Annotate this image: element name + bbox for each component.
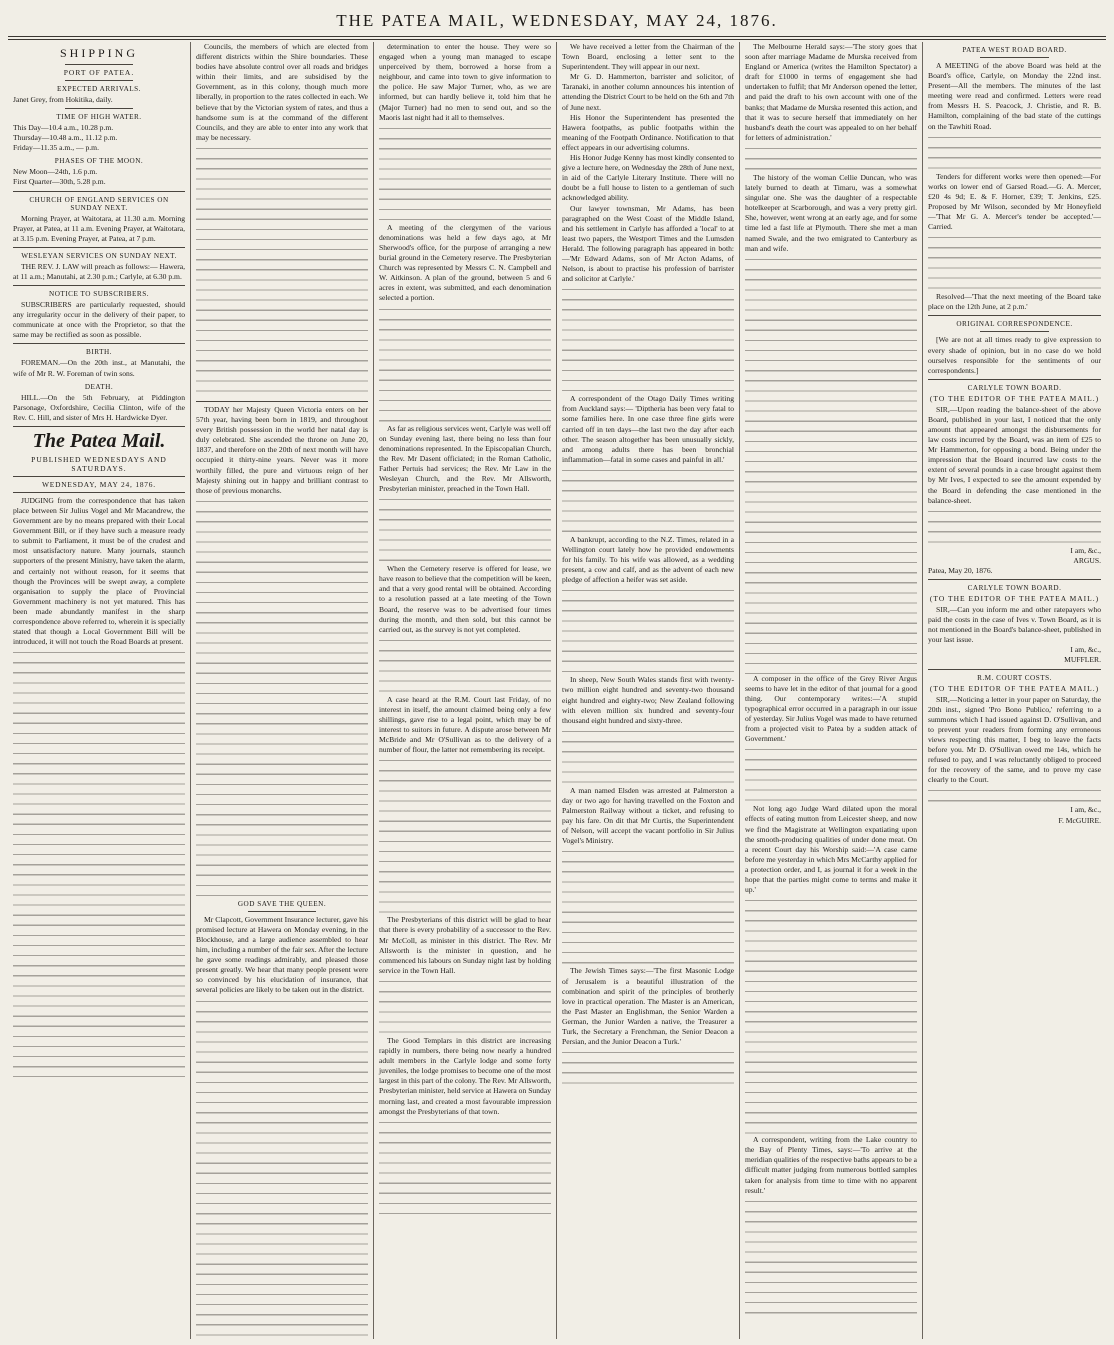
tide-line: Thursday—10.48 a.m., 11.12 p.m. [13, 133, 118, 143]
leader-date: WEDNESDAY, MAY 24, 1876. [42, 479, 156, 489]
article-text: A MEETING of the above Board was held at the Board's office, Carlyle, on Monday the 22nd inst. Present—All the members. The minutes of the last meeting were read and confirmed. Letters were read from Messrs H. S. Peacock, J. Christie, and R. B. Hamilton, complaining of the bad state of the cuttings on the Tawhiti Road. [928, 61, 1101, 131]
tide-line: This Day—10.4 a.m., 10.28 p.m. [13, 123, 114, 133]
masthead-title: THE PATEA MAIL, WEDNESDAY, MAY 24, 1876. [336, 11, 778, 30]
letter-close: I am, &c., [1070, 545, 1101, 555]
letter-date: Patea, May 20, 1876. [928, 565, 993, 575]
published-line: PUBLISHED WEDNESDAYS AND SATURDAYS. [31, 454, 167, 473]
text-continuation [745, 744, 917, 804]
birth-heading: BIRTH. [86, 348, 112, 357]
article-text: A composer in the office of the Grey River Argus seems to have let in the editor of that journal for a good thing. Our contemporary writes:—'A stupid typographical error occurred in a paragraph in our issue of yesterday. Sir Julius Vogel was made to have returned from a projected visit to Patea by a sudden attack of Government.' [745, 673, 917, 744]
article-text: A man named Elsden was arrested at Palmerston a day or two ago for having travelled on the Foxton and Palmerston Railway without a ticket, and refusing to pay his fare. On dit that Mr Curtis, the Superintendent of Nelson, will accept the vacant portfolio in Sir Julius Vogel's Ministry. [562, 785, 734, 846]
death-text: HILL.—On the 5th February, at Piddington Parsonage, Oxfordshire, Cecilia Clinton, wife of the Rev. C. Hill, and sister of Mrs H. Hardwicke Dyer. [13, 392, 185, 422]
text-continuation [745, 895, 917, 1135]
church-heading: CHURCH OF ENGLAND SERVICES ON SUNDAY NEXT. [29, 195, 169, 212]
text-continuation [562, 284, 734, 394]
loyal-heading: GOD SAVE THE QUEEN. [237, 899, 327, 908]
text-continuation [196, 143, 368, 398]
columns [8, 42, 1106, 1339]
article-text: A bankrupt, according to the N.Z. Times, related in a Wellington court lately how he provided endowments for his family. To his wife was allowed, as a wedding present, a cow and calf, and as the advent of each new pledge of affection a heifer was set aside. [562, 534, 734, 585]
article-text: His Honor the Superintendent has presented the Hawera footpaths, as public footpaths within the meaning of the Footpath Ordinance. Notification to that effect appears in our advertising columns. [562, 112, 734, 152]
shipping-heading: SHIPPING [59, 46, 138, 60]
text-continuation [928, 132, 1101, 172]
letter-signature: F. McGUIRE. [1058, 815, 1101, 825]
text-continuation [379, 755, 551, 915]
text-continuation [928, 232, 1101, 292]
text-continuation [196, 496, 368, 896]
letter-signature: ARGUS. [1073, 555, 1101, 565]
article-text: determination to enter the house. They were so engaged when a young man managed to escape unperceived by them, borrowed a horse from a neighbour, and came into town to give information to the police. He saw Major Turner, who, as we are informed, but can hardly believe it, told him that he (Major Turner) had no men to send out, and so the Maoris last night had it all to themselves. [379, 42, 551, 122]
text-continuation [196, 996, 368, 1339]
text-continuation [562, 1047, 734, 1087]
article-text: Mr G. D. Hammerton, barrister and solicitor, of Taranaki, in another column announces his intention of attending the District Court to be held on the 6th and 7th of June next. [562, 72, 734, 112]
article-text: The Presbyterians of this district will be glad to hear that there is every probability of a successor to the Rev. Mr McColl, as minister in this district. The Rev. Mr Allsworth is the minister in question, and he commenced his labours on Sunday night last by holding service in the Town Hall. [379, 915, 551, 975]
birth-text: FOREMAN.—On the 20th inst., at Manutahi, the wife of Mr R. W. Foreman of twin sons. [13, 358, 185, 378]
church-text: Morning Prayer, at Waitotara, at 11.30 a.m. Morning Prayer, at Patea, at 11 a.m. Evening Prayer, at Waitotara, at 3.15 p.m. Evening Prayer, at Patea, at 7 p.m. [13, 213, 185, 243]
death-heading: DEATH. [84, 382, 114, 391]
text-continuation [379, 1117, 551, 1217]
notice-heading: NOTICE TO SUBSCRIBERS. [49, 290, 149, 299]
article-text: When the Cemetery reserve is offered for lease, we have reason to believe that the competition will be keen, and that a very good rental will be obtained. According to a resolution passed at a late meeting of the Town Board, the reserve was to be advertised four times during the month, and then sold, but this cannot be carried out, as the survey is not yet completed. [379, 564, 551, 634]
column-6 [923, 42, 1106, 1339]
article-text: A meeting of the clergymen of the various denominations was held a few days ago, at Mr Sherwood's office, for the purpose of arranging a new burial ground in the Cemetery reserve. The Presbyterian Church was represented by Messrs C. N. Campbell and W. Aitkinson. A plan of the ground, between 5 and 6 acres in extent, was submitted, and each denomination selected a portion. [379, 222, 551, 303]
column-3 [374, 42, 557, 1339]
correspondence-heading: ORIGINAL CORRESPONDENCE. [956, 320, 1073, 329]
text-continuation [562, 585, 734, 675]
tide-line: Friday—11.35 a.m., — p.m. [13, 143, 99, 153]
text-continuation [379, 976, 551, 1036]
letter-text: SIR,—Upon reading the balance-sheet of the above Board, published in your last, I noticed that the only amount that appeared amongst the disbursements for law costs incurred by the Board, was an item of £25 to Mr Hammerton, for opposing a bond. Being under the impression that the Board incurred law costs to the extent of several pounds in a case brought against them by Mr Ives, I expected to see the amount expended by the Board in defending the case mentioned in the balance-sheet. [928, 404, 1101, 505]
carlyle-town-board-heading-2: CARLYLE TOWN BOARD. [967, 584, 1062, 592]
moon-line: New Moon—24th, 1.6 p.m. [13, 167, 98, 177]
article-text: Not long ago Judge Ward dilated upon the moral effects of eating mutton from Leicester sheep, and now we find the Magistrate at Wellington expatiating upon the smooth-producing qualities of under done meat. On a recent Court day his Worship said:—'A case came before me yesterday in which Mrs McCarthy applied for a protection order, and I, as journal it for a week in the hope that the parties might come to terms and make it up.' [745, 804, 917, 895]
article-text: The Melbourne Herald says:—'The story goes that soon after marriage Madame de Murska received from England or America (writes the Hamilton Spectator) a draft for £1000 in terms of engagement she had undertaken to fulfil; that Mr Anderson opened the letter, and paid the draft to his own account with one of the banks; that Madame de Murska resented this action, and that it was to secure herself that immediately on her husband's death the court was appealed to on her behalf for letters of administration.' [745, 42, 917, 142]
article-text: Tenders for different works were then opened:—For works on lower end of Garsed Road.—G. A. Mercer, £20 4s 9d; E. & F. Horner, £39; T. Jenkins, £25. Proposed by Mr Wilson, seconded by Mr Honeyfield—'That Mr G. A. Mercer's tender be accepted.'—Carried. [928, 171, 1101, 232]
article-text: As far as religious services went, Carlyle was well off on Sunday evening last, there being no less than four denominations represented. In the Episcopalian Church, the Rev. Mr Dasent officiated; in the Roman Catholic, Father Pertuis had services; the Rev. Mr Law in the Wesleyan Church, and the Rev. Mr Allsworth, Presbyterian minister, preached in the Town Hall. [379, 423, 551, 494]
text-continuation [562, 846, 734, 966]
wesleyan-text: THE REV. J. LAW will preach as follows:— Hawera, at 11 a.m.; Manutahi, at 2.30 p.m.; Carlyle, at 6.30 p.m. [13, 261, 185, 281]
article-text: The Jewish Times says:—'The first Masonic Lodge of Jerusalem is a beautiful illustration of the combination and spirit of the principles of brotherly love in practical operation. The Master is an American, the Past Master an Englishman, the Senior Warden a German, the Junior Warden a native, the Treasurer a Turk, the Secretary a Frenchman, the Senior Deacon a Persian, and the Junior Deacon a Turk.' [562, 966, 734, 1047]
rm-court-costs-heading: R.M. COURT COSTS. [977, 673, 1052, 682]
text-continuation [562, 465, 734, 535]
editor-line: (TO THE EDITOR OF THE PATEA MAIL.) [929, 683, 1100, 693]
column-5 [740, 42, 923, 1339]
text-continuation [379, 304, 551, 424]
carlyle-town-board-heading: CARLYLE TOWN BOARD. [967, 383, 1062, 392]
column-2 [191, 42, 374, 1339]
text-continuation [928, 506, 1101, 546]
editor-line: (TO THE EDITOR OF THE PATEA MAIL.) [929, 393, 1100, 403]
article-text: The Good Templars in this district are increasing rapidly in numbers, there being now nearly a hundred adult members in the Carlyle lodge and some forty juveniles, the lodge promises to become one of the most largest in this part of the colony. The Rev. Mr Allsworth, Presbyterian minister, held service at Hawera on Sunday morning last, and created a most favourable impression amongst the Presbyterians of that town. [379, 1035, 551, 1116]
column-1 [8, 42, 191, 1339]
patea-west-road-board-heading: PATEA WEST ROAD BOARD. [962, 46, 1067, 54]
text-continuation [379, 123, 551, 223]
tide-heading: TIME OF HIGH WATER. [56, 113, 142, 122]
article-text: TODAY her Majesty Queen Victoria enters on her 57th year, having been born in 1819, and throughout every British possession in the world her natal day is duly celebrated. She ascended the throne on June 20, 1837, and therefore on the 20th of next month will have occupied it thirty-nine years. Never was it more worthily filled, the pure and virtuous reign of her Majesty shining out in happy and brilliant contrast to those of previous monarchs. [196, 404, 368, 495]
text-continuation [928, 785, 1101, 805]
arrivals-heading: EXPECTED ARRIVALS. [57, 85, 141, 93]
article-text: Councils, the members of which are elected from different districts within the Shire boundaries. These bodies have absolute control over all roads and bridges within their limits, and are subsidised by the Government, as in this colony, though much more liberally, in proportion to the rates collected in each. We believe that by the Victorian system of rates, and thus a handsome sum is at the command of the different Councils, and they are able to enter into any work that may be necessary. [196, 42, 368, 142]
paper-name: The Patea Mail. [32, 429, 166, 452]
text-continuation [745, 254, 917, 674]
article-text: Resolved—'That the next meeting of the Board take place on the 12th June, at 2 p.m.' [928, 292, 1101, 312]
editor-line: (TO THE EDITOR OF THE PATEA MAIL.) [929, 594, 1100, 603]
text-continuation [13, 647, 185, 1077]
article-text: Mr Clapcott, Government Insurance lecturer, gave his promised lecture at Hawera on Monday evening, in the Blockhouse, and a large audience assembled to hear him, including a number of the fair sex. After the lecture he gave some readings admirably, and pleased those present greatly. We hear that many people present were so convinced by his elucidation of insurance, that several policies are likely to be taken out in the district. [196, 914, 368, 995]
text-continuation [745, 143, 917, 173]
text-continuation [745, 1196, 917, 1316]
letter-text: SIR,—Noticing a letter in your paper on Saturday, the 20th inst., signed 'Pro Bono Publico,' referring to a summons which I had issued against D. O'Sullivan, and to prevent your readers from forming any erroneous views respecting this matter, I beg to leave the facts before you. Mr D. O'Sullivan owed me 14s, which he refused to pay, and I was reluctantly obliged to proceed for the recovery of the same, and to prove my case clearly to the Court. [928, 694, 1101, 785]
letter-close: I am, &c., [1070, 805, 1101, 815]
text-continuation [562, 726, 734, 786]
arrivals-text: Janet Grey, from Hokitika, daily. [13, 95, 113, 104]
article-text: The history of the woman Cellie Duncan, who was lately burned to death at Timaru, was a somewhat singular one. She was the daughter of a respectable hotelkeeper at Scarborough, and was a very pretty girl. She, however, went wrong at an early age, and for some time led a fast life at Plymouth. There she met a man named Swale, and the two emigrated to Canterbury as man and wife. [745, 172, 917, 253]
column-4 [557, 42, 740, 1339]
correspondence-note: [We are not at all times ready to give expression to every shade of opinion, but in no case do we hold ourselves responsible for the sentiments of our correspondents.] [928, 335, 1101, 375]
article-text: Our lawyer townsman, Mr Adams, has been paragraphed on the West Coast of the Middle Island, and his settlement in Carlyle has afforded a 'local' to at least two papers, the Westport Times and the Lumsden Herald. The following paragraph has appeared in both:—'Mr Edward Adams, son of Mr Acton Adams, of Nelson, is about to practise his profession of barrister and solicitor at Carlyle.' [562, 203, 734, 284]
letter-close: I am, &c., [1070, 645, 1101, 655]
letter-signature: MUFFLER. [1064, 655, 1101, 665]
masthead [8, 6, 1106, 37]
article-text: A case heard at the R.M. Court last Friday, of no interest in itself, the amount claimed being only a few shillings, gave rise to a legal point, which may be of interest to suitors in future. A dispute arose between Mr McBride and Mr O'Sullivan as to the delivery of a number of flour, the latter not remembering its receipt. [379, 694, 551, 755]
article-text: A correspondent of the Otago Daily Times writing from Auckland says:— 'Diptheria has been very fatal to some families here. In one case three fine girls were carried off in ten days—the last two the day after each other. The season altogether has been unusually sickly, and among adults there has been bronchial inflammation—fatal in some cases and painful in all.' [562, 394, 734, 464]
text-continuation [379, 494, 551, 564]
moon-line: First Quarter—30th, 5.28 p.m. [13, 177, 106, 187]
port-heading: PORT OF PATEA. [63, 68, 135, 77]
wesleyan-heading: WESLEYAN SERVICES ON SUNDAY NEXT. [21, 251, 177, 260]
article-text: In sheep, New South Wales stands first with twenty-two million eight hundred and seventy-two thousand eight hundred and eighty-two; New Zealand following with eleven million six hundred and seventy-four thousand eight hundred and sixty-three. [562, 675, 734, 725]
article-text: We have received a letter from the Chairman of the Town Board, enclosing a letter sent to the Superintendent. They will appear in our next. [562, 42, 734, 72]
moon-heading: PHASES OF THE MOON. [54, 157, 144, 166]
leader-text: JUDGING from the correspondence that has taken place between Sir Julius Vogel and Mr Macandrew, the Government are by no means prepared with their Local Government Bill, or if they have such a measure ready to submit to Parliament, it must be of the crudest and most unsatisfactory nature. Many journals, staunch supporters of the present Ministry, have taken the alarm, and certainly not without reason, for it seems that though the Provinces will be swept away, a complete organisation to supply the place of Provincial Government machinery is not yet matured. This has been made abundantly manifest in the sharp correspondence above referred to, wherein it is specially stated that though a Local Government Bill will be introduced, it will not touch the Road Boards at present. [13, 495, 185, 647]
article-text: His Honor Judge Kenny has most kindly consented to give a lecture here, on Wednesday the 28th of June next, in aid of the Carlyle Literary Institute. There will no doubt be a full house to listen to a gentleman of such acknowledged ability. [562, 153, 734, 203]
letter-text: SIR,—Can you inform me and other ratepayers who paid the costs in the case of Ives v. Town Board, as it is not mentioned in the Board's balance-sheet, published in your last issue. [928, 605, 1101, 645]
notice-text: SUBSCRIBERS are particularly requested, should any irregularity occur in the delivery of their paper, to communicate at once with the Proprietor, so that the same may be rectified as soon as possible. [13, 300, 185, 340]
text-continuation [379, 635, 551, 695]
article-text: A correspondent, writing from the Lake country to the Bay of Plenty Times, says:—'To arrive at the meridian qualities of the respective baths appears to be a difficult matter judging from numerous bottled samples taken for analysis from time to time with no apparent result.' [745, 1135, 917, 1195]
